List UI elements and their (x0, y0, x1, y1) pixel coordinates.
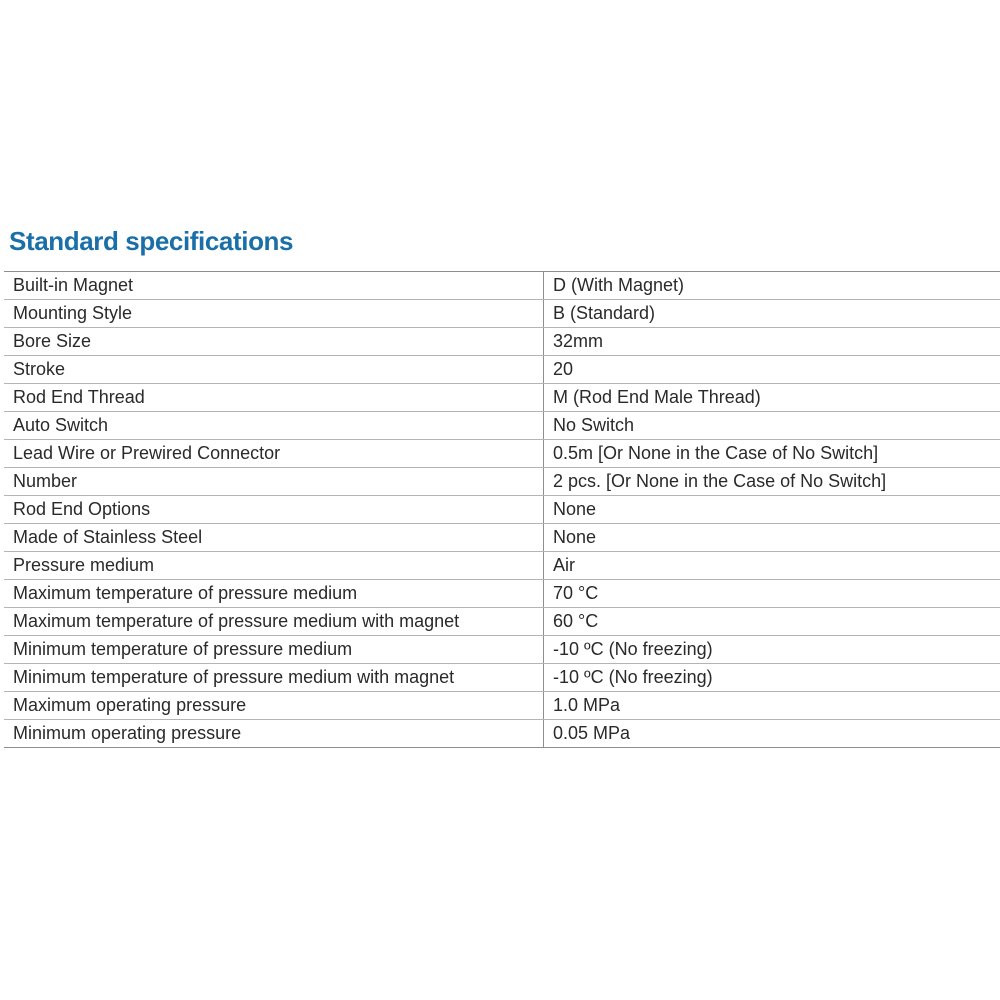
specifications-table (4, 271, 1000, 748)
spec-value: None (544, 496, 1000, 524)
spec-value: 70 °C (544, 580, 1000, 608)
spec-value: 60 °C (544, 608, 1000, 636)
table-row (4, 664, 1000, 692)
table-row (4, 636, 1000, 664)
spec-label: Made of Stainless Steel (4, 524, 544, 552)
table-row (4, 580, 1000, 608)
spec-label: Maximum temperature of pressure medium (4, 580, 544, 608)
specifications-table-body (4, 272, 1000, 748)
spec-label: Bore Size (4, 328, 544, 356)
spec-label: Minimum temperature of pressure medium with magnet (4, 664, 544, 692)
spec-label: Maximum temperature of pressure medium with magnet (4, 608, 544, 636)
table-row (4, 524, 1000, 552)
spec-label: Minimum temperature of pressure medium (4, 636, 544, 664)
spec-value: D (With Magnet) (544, 272, 1000, 300)
spec-value: 20 (544, 356, 1000, 384)
table-row (4, 496, 1000, 524)
spec-label: Number (4, 468, 544, 496)
table-row (4, 608, 1000, 636)
spec-value: 2 pcs. [Or None in the Case of No Switch] (544, 468, 1000, 496)
table-row (4, 384, 1000, 412)
spec-label: Auto Switch (4, 412, 544, 440)
spec-label: Minimum operating pressure (4, 720, 544, 748)
spec-label: Rod End Thread (4, 384, 544, 412)
spec-value: No Switch (544, 412, 1000, 440)
table-row (4, 552, 1000, 580)
table-row (4, 412, 1000, 440)
spec-value: 1.0 MPa (544, 692, 1000, 720)
table-row (4, 300, 1000, 328)
spec-value: B (Standard) (544, 300, 1000, 328)
spec-value: -10 ºC (No freezing) (544, 636, 1000, 664)
spec-label: Mounting Style (4, 300, 544, 328)
table-row (4, 720, 1000, 748)
spec-label: Rod End Options (4, 496, 544, 524)
spec-value: M (Rod End Male Thread) (544, 384, 1000, 412)
table-row (4, 356, 1000, 384)
page-title: Standard specifications (9, 226, 294, 256)
table-row (4, 440, 1000, 468)
table-row (4, 692, 1000, 720)
spec-label: Stroke (4, 356, 544, 384)
spec-label: Built-in Magnet (4, 272, 544, 300)
spec-value: Air (544, 552, 1000, 580)
table-row (4, 272, 1000, 300)
spec-value: None (544, 524, 1000, 552)
table-row (4, 468, 1000, 496)
spec-value: 0.5m [Or None in the Case of No Switch] (544, 440, 1000, 468)
spec-value: -10 ºC (No freezing) (544, 664, 1000, 692)
spec-value: 0.05 MPa (553, 723, 631, 743)
spec-label: Pressure medium (4, 552, 544, 580)
spec-label: Lead Wire or Prewired Connector (4, 440, 544, 468)
spec-value: 32mm (544, 328, 1000, 356)
table-row (4, 328, 1000, 356)
spec-label: Maximum operating pressure (4, 692, 544, 720)
